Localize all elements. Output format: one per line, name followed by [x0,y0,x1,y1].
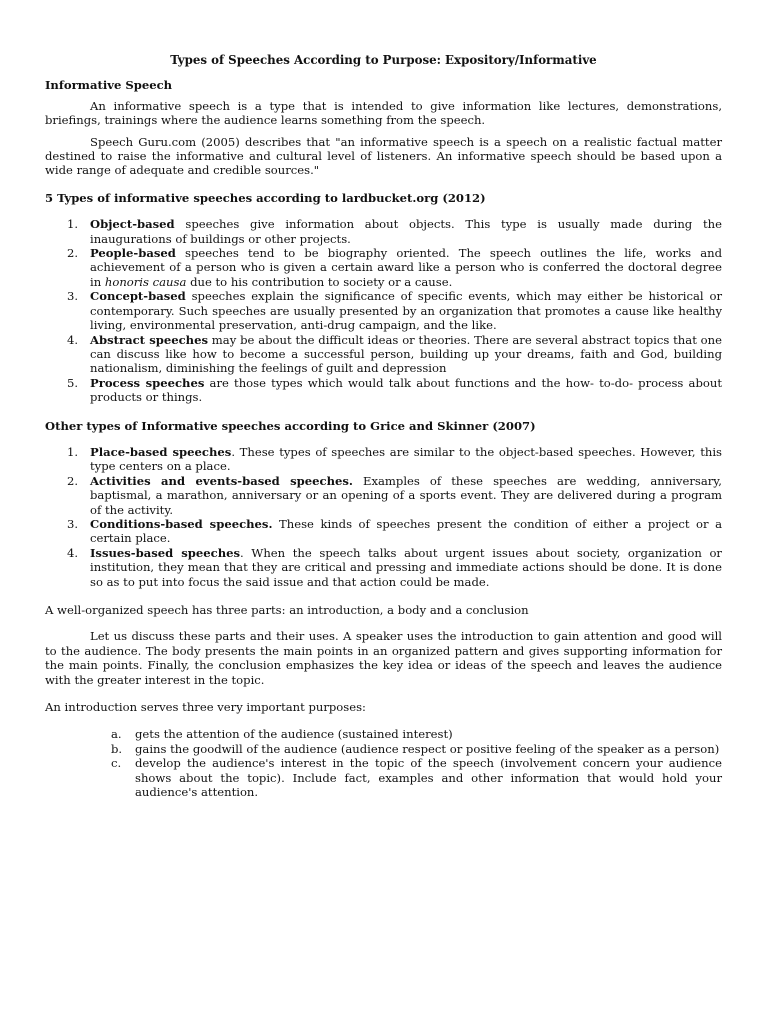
other-types-heading: Other types of Informative speeches according to Grice and Skinner (2007) [45,418,536,433]
list-item [45,333,722,376]
list-item [45,474,722,517]
list-item-term: Issues-based speeches [90,545,241,560]
list-item [45,756,722,799]
list-item-term: Conditions-based speeches. [90,516,273,531]
list-item [45,742,722,756]
introduction-purposes-lead: An introduction serves three very important purposes: [45,700,366,715]
list-item-term: People-based [90,246,176,261]
list-item-text: gets the attention of the audience (sustained interest) [135,727,453,742]
list-item-text: . These types of speeches are similar to the object-based speeches. However, this type centers on a place. [90,444,722,474]
list-item-letter: c. [111,756,122,771]
list-item-number: 3. [67,289,79,304]
other-types-list [45,445,722,589]
discuss-parts-paragraph: Let us discuss these parts and their uses. A speaker uses the introduction to gain attention and good will to the audience. The body presents the main points in an organized pattern and gives supporting information for the main points. Finally, the conclusion emphasizes the key idea or ideas of the speech and leaves the audience with the greater interest in the topic. [45,629,722,687]
list-item-term: Place-based speeches [90,444,232,459]
list-item [45,289,722,332]
list-item-text: speeches explain the significance of specific events, which may either be historical or contemporary. Such speeches are usually presented by an organization that promotes a cause like healthy living, environmental preservation, anti-drug campaign, and the like. [90,289,722,333]
list-item-text: These kinds of speeches present the condition of either a project or a certain place. [90,516,722,546]
list-item-term: Abstract speeches [90,332,208,347]
list-item-number: 4. [67,545,79,560]
list-item-term: Concept-based [90,289,186,304]
list-item [45,517,722,546]
informative-definition-paragraph: An informative speech is a type that is intended to give information like lectures, demonstrations, briefings, trainings where the audience learns something from the speech. [45,98,722,128]
list-item [45,217,722,246]
list-item [45,246,722,289]
five-types-list [45,217,722,404]
five-types-heading: 5 Types of informative speeches according to lardbucket.org (2012) [45,190,486,205]
document-title: Types of Speeches According to Purpose: Expository/Informative [170,53,597,67]
list-item-text: speeches tend to be biography oriented. The speech outlines the life, works and achievement of a person who is given a certain award like a person who is conferred the doctoral degree in [90,246,722,289]
list-item-number: 1. [67,444,79,459]
list-item-term: Object-based [90,217,175,232]
list-item-text: Examples of these speeches are wedding, anniversary, baptismal, a marathon, anniversary or an opening of a sports event. They are delivered during a program of the activity. [90,473,722,517]
list-item-number: 2. [67,473,79,488]
list-item-text: gains the goodwill of the audience (audience respect or positive feeling of the speaker as a person) [135,741,720,756]
informative-speech-heading: Informative Speech [45,78,173,93]
list-item-text: develop the audience's interest in the topic of the speech (involvement concern your audience shows about the topic). Include fact, examples and other information that would hold your audience's attention. [135,756,722,800]
list-item-term: Process speeches [90,375,205,390]
list-item [45,376,722,405]
list-item-number: 4. [67,332,79,347]
list-item-italic: honoris causa [104,274,187,289]
list-item-text: are those types which would talk about functions and the how- to-do- process about products or things. [90,375,723,405]
list-item-letter: a. [111,727,122,742]
list-item-term: Activities and events-based speeches. [90,473,353,488]
list-item-number: 1. [67,217,79,232]
list-item-text: speeches give information about objects. This type is usually made during the inaugurations of buildings or other projects. [90,217,722,246]
list-item-number: 3. [67,516,79,531]
list-item-letter: b. [111,741,123,756]
list-item [45,727,722,741]
list-item [45,445,722,474]
three-parts-paragraph: A well-organized speech has three parts: an introduction, a body and a conclusion [45,603,529,617]
introduction-purposes-list [45,727,722,799]
list-item-text-after: due to his contribution to society or a cause. [186,274,453,289]
list-item [45,546,722,589]
list-item-number: 5. [67,375,79,390]
document-page [45,50,722,799]
list-item-text: may be about the difficult ideas or theories. There are several abstract topics that one can discuss like how to become a successful person, building up your dreams, faith and God, building nationalism, diminishing the feelings of guilt and depression [90,332,722,376]
list-item-text: . When the speech talks about urgent issues about society, organization or institution, they mean that they are critical and pressing and immediate actions should be done. It is done so as to put into focus the said issue and that action could be made. [90,545,722,589]
speech-guru-paragraph: Speech Guru.com (2005) describes that "an informative speech is a speech on a realistic factual matter destined to raise the informative and cultural level of listeners. An informative speech should be based upon a wide range of adequate and credible sources." [45,134,722,178]
list-item-number: 2. [67,246,79,261]
